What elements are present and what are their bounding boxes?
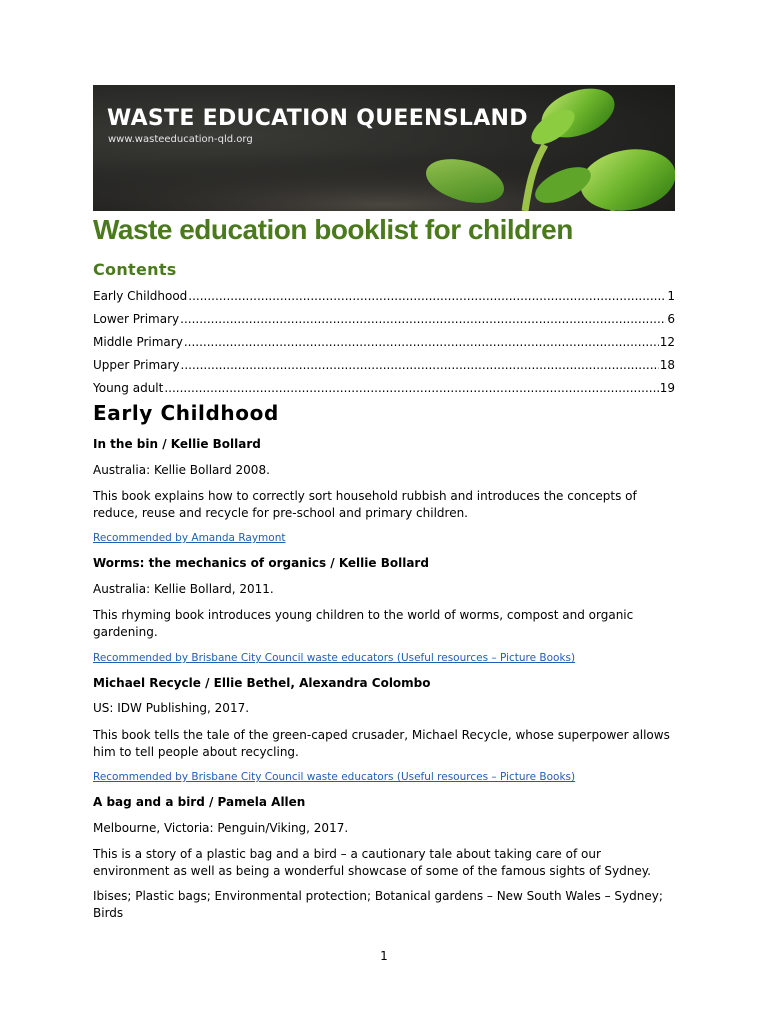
toc-entry-label: Lower Primary bbox=[93, 312, 180, 326]
toc-entry-lower-primary[interactable] bbox=[93, 312, 675, 335]
toc-entry-upper-primary[interactable] bbox=[93, 358, 675, 381]
book-publication: Australia: Kellie Bollard, 2011. bbox=[93, 582, 274, 596]
book-description: This rhyming book introduces young children to the world of worms, compost and organic gardening. bbox=[93, 608, 634, 639]
toc-entry-page: 18 bbox=[659, 358, 675, 372]
book-description: This book explains how to correctly sort household rubbish and introduces the concepts of reduce, reuse and recycle for pre-school and primary children. bbox=[93, 489, 637, 520]
contents-heading: Contents bbox=[93, 260, 177, 279]
book-publication: US: IDW Publishing, 2017. bbox=[93, 701, 250, 715]
toc-entry-page: 1 bbox=[667, 289, 675, 303]
banner-url: www.wasteeducation-qld.org bbox=[108, 134, 253, 145]
book-title: In the bin / Kellie Bollard bbox=[93, 437, 261, 451]
toc-dot-leader bbox=[181, 358, 659, 372]
recommendation-link[interactable]: Recommended by Brisbane City Council waste educators (Useful resources – Picture Books) bbox=[93, 771, 576, 783]
toc-dot-leader bbox=[180, 312, 666, 326]
toc-dot-leader bbox=[188, 289, 666, 303]
toc-entry-middle-primary[interactable] bbox=[93, 335, 675, 358]
table-of-contents bbox=[93, 289, 675, 404]
book-publication: Australia: Kellie Bollard 2008. bbox=[93, 463, 270, 477]
header-banner bbox=[93, 85, 675, 211]
document-title: Waste education booklist for children bbox=[93, 214, 573, 245]
recommendation-link[interactable]: Recommended by Amanda Raymont bbox=[93, 532, 286, 544]
toc-entry-label: Early Childhood bbox=[93, 289, 188, 303]
book-description: This is a story of a plastic bag and a bird – a cautionary tale about taking care of our environment as well as being a wonderful showcase of some of the famous sights of Sydney. bbox=[93, 847, 651, 878]
book-description: This book tells the tale of the green-caped crusader, Michael Recycle, whose superpower allows him to tell people about recycling. bbox=[93, 728, 670, 759]
recommendation-link-container bbox=[93, 529, 675, 547]
toc-entry-label: Middle Primary bbox=[93, 335, 183, 349]
toc-entry-page: 19 bbox=[659, 381, 675, 395]
recommendation-link-container bbox=[93, 649, 675, 667]
book-subjects: Ibises; Plastic bags; Environmental protection; Botanical gardens – New South Wales – Sydney; Birds bbox=[93, 889, 663, 920]
toc-entry-page: 6 bbox=[667, 312, 675, 326]
recommendation-link[interactable]: Recommended by Brisbane City Council waste educators (Useful resources – Picture Books) bbox=[93, 652, 576, 664]
book-publication: Melbourne, Victoria: Penguin/Viking, 2017. bbox=[93, 821, 349, 835]
page-number: 1 bbox=[380, 949, 388, 963]
seedling-image bbox=[93, 85, 675, 211]
toc-dot-leader bbox=[184, 335, 659, 349]
toc-dot-leader bbox=[164, 381, 658, 395]
banner-title: WASTE EDUCATION QUEENSLAND bbox=[107, 106, 528, 131]
toc-entry-label: Young adult bbox=[93, 381, 164, 395]
book-title: Michael Recycle / Ellie Bethel, Alexandra Colombo bbox=[93, 676, 431, 690]
recommendation-link-container bbox=[93, 768, 675, 786]
book-title: A bag and a bird / Pamela Allen bbox=[93, 795, 306, 809]
toc-entry-label: Upper Primary bbox=[93, 358, 180, 372]
toc-entry-page: 12 bbox=[659, 335, 675, 349]
section-heading-early-childhood: Early Childhood bbox=[93, 401, 279, 425]
toc-entry-early-childhood[interactable] bbox=[93, 289, 675, 312]
book-title: Worms: the mechanics of organics / Kellie Bollard bbox=[93, 556, 429, 570]
